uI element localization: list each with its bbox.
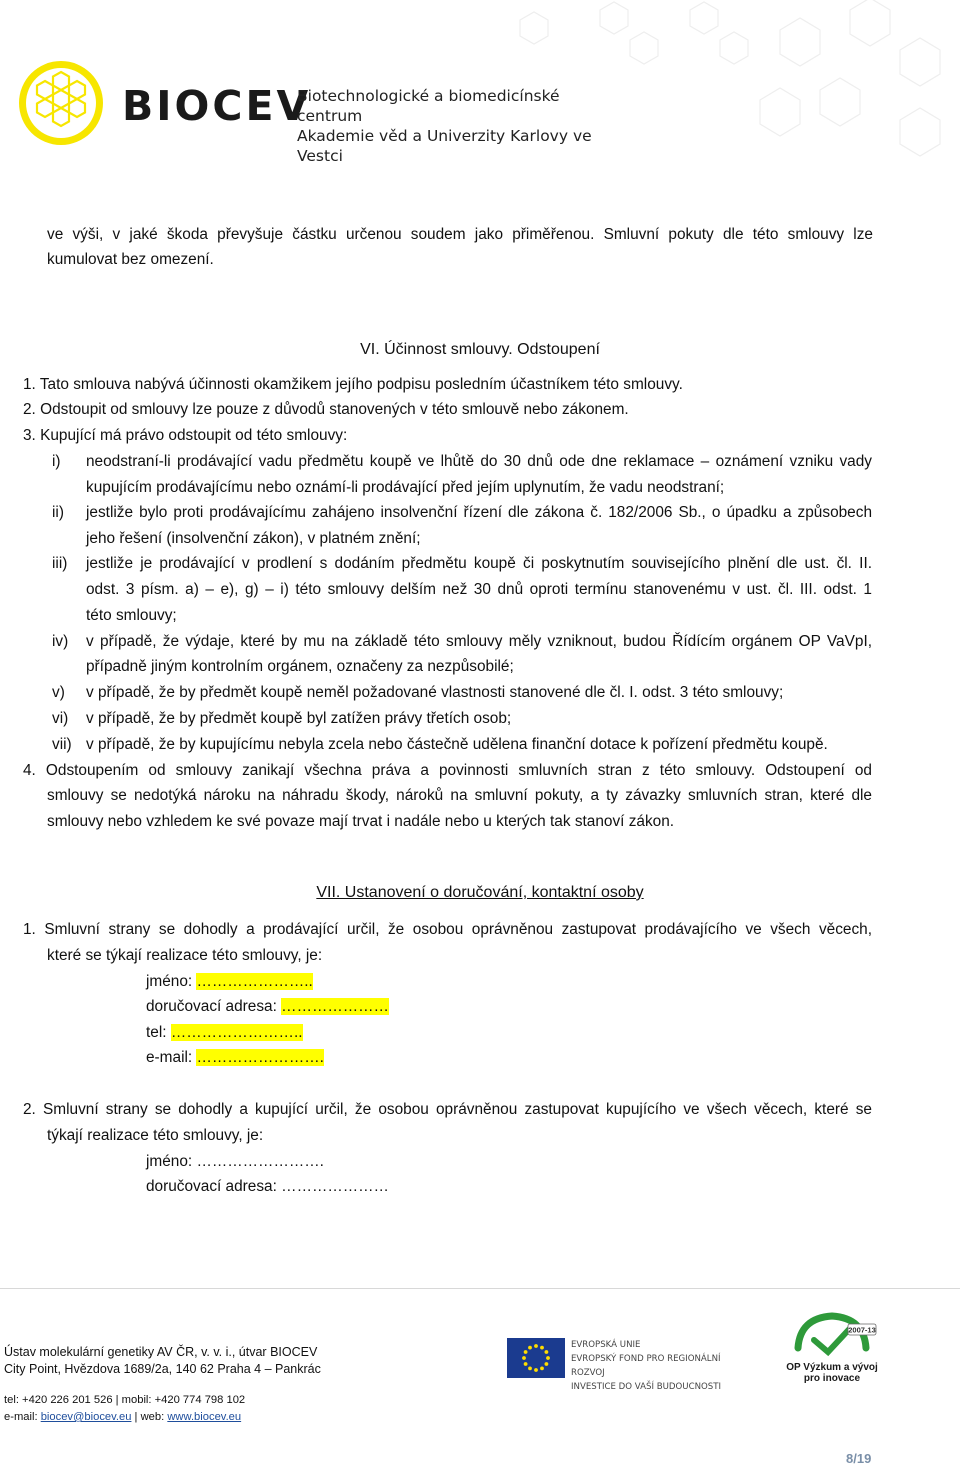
list-item-number: vii) <box>52 736 72 753</box>
seller-address-value: ………………… <box>281 998 389 1015</box>
seller-name-row <box>146 972 313 992</box>
list-item-text: v případě, že výdaje, které by mu na základě této smlouvy měly vzniknout, budou Řídícím orgánem OP VaVpI, <box>86 633 872 650</box>
buyer-address-label: doručovací adresa: <box>146 1178 282 1195</box>
footer-address <box>4 1344 321 1378</box>
seller-tel-row <box>146 1023 303 1043</box>
footer-phone-line: tel: +420 226 201 526 | mobil: +420 774 798 102 <box>4 1394 246 1406</box>
s7-paragraph-2-line-2: týkají realizace této smlouvy, je: <box>47 1127 264 1144</box>
separator: | <box>131 1411 141 1423</box>
eu-flag-icon <box>507 1338 565 1378</box>
op-vavpi-logo <box>784 1310 880 1390</box>
s7-paragraph-1-line-2: které se týkají realizace této smlouvy, je: <box>47 947 323 964</box>
buyer-name-value: ……………………. <box>196 1153 324 1170</box>
section-7-title-text: VII. Ustanovení o doručování, kontaktní osoby <box>316 884 644 901</box>
seller-tel-value: …………………….. <box>170 1024 303 1041</box>
s6-paragraph-4-line-2: smlouvy se nedotýká nároku na náhradu škody, nároků na smluvní pokuty, a ty závazky smluvních stran, které dle <box>47 787 872 804</box>
seller-address-row <box>146 997 389 1017</box>
intro-line-2: kumulovat bez omezení. <box>47 251 214 268</box>
eu-line-1: EVROPSKÁ UNIE <box>571 1340 641 1350</box>
brand-name: BIOCEV <box>122 82 312 130</box>
list-item-text: v případě, že by předmět koupě byl zatížen právy třetích osob; <box>86 710 512 727</box>
web-label: web: <box>140 1411 168 1423</box>
buyer-address-value: ………………… <box>281 1178 389 1195</box>
buyer-name-row <box>146 1152 324 1172</box>
buyer-name-label: jméno: <box>146 1153 197 1170</box>
footer-address-line-2: City Point, Hvězdova 1689/2a, 140 62 Praha 4 – Pankrác <box>4 1362 321 1376</box>
intro-line-1: ve výši, v jaké škoda převyšuje částku určenou soudem jako přiměřenou. Smluvní pokuty dle této smlouvy lze <box>47 226 873 243</box>
eu-line-3: INVESTICE DO VAŠÍ BUDOUCNOSTI <box>571 1382 722 1392</box>
list-item-text: odst. 3 písm. a) – e), g) – i) této smlouvy delším než 30 dnů oproti termínu stanovenému v ust. čl. III. odst. 1 <box>86 581 872 598</box>
email-link[interactable]: biocev@biocev.eu <box>40 1411 132 1423</box>
eu-line-2: EVROPSKÝ FOND PRO REGIONÁLNÍ ROZVOJ <box>571 1354 721 1378</box>
eu-logo <box>507 1338 729 1392</box>
footer-divider <box>0 1288 960 1289</box>
list-item-number: vi) <box>52 710 69 727</box>
s6-paragraph-1: 1. Tato smlouva nabývá účinnosti okamžikem jejího podpisu posledním účastníkem této smlouvy. <box>23 376 683 393</box>
op-text <box>784 1362 880 1384</box>
op-line-1: OP Výzkum a vývoj <box>786 1362 878 1373</box>
email-label: e-mail: <box>4 1411 41 1423</box>
s7-paragraph-2-line-1: 2. Smluvní strany se dohodly a kupující určil, že osobou oprávněnou zastupovat kupujícího ve všech věcech, které se <box>23 1101 872 1118</box>
op-line-2: pro inovace <box>803 1373 861 1384</box>
letterhead <box>18 60 618 165</box>
buyer-address-row <box>146 1177 389 1197</box>
seller-email-row <box>146 1048 324 1068</box>
op-vavpi-mark-icon <box>784 1310 880 1362</box>
seller-tel-label: tel: <box>146 1024 171 1041</box>
s6-paragraph-2: 2. Odstoupit od smlouvy lze pouze z důvodů stanovených v této smlouvě nebo zákonem. <box>23 401 629 418</box>
s6-paragraph-4-line-3: smlouvy nebo vzhledem ke své povaze mají trvat i nadále nebo u kterých tak stanoví zákon. <box>47 813 675 830</box>
list-item-number: iv) <box>52 633 69 650</box>
list-item-number: i) <box>52 453 61 470</box>
seller-name-label: jméno: <box>146 973 197 990</box>
section-7-title <box>0 884 960 902</box>
page-footer <box>0 1290 960 1467</box>
section-6-title: VI. Účinnost smlouvy. Odstoupení <box>360 341 600 358</box>
list-item-text: jestliže je prodávající v prodlení s dodáním předmětu koupě či poskytnutím souvisejícího plnění dle ust. čl. II. <box>86 555 872 572</box>
list-item-text: této smlouvy; <box>86 607 177 624</box>
web-link[interactable]: www.biocev.eu <box>167 1411 242 1423</box>
list-item-text: jeho řešení (insolvenční zákon), v platném znění; <box>86 530 421 547</box>
list-item-text: neodstraní-li prodávající vadu předmětu koupě ve lhůtě do 30 dnů ode dne reklamace – oznámení vzniku vady <box>86 453 872 470</box>
tagline-line2: Akademie věd a Univerzity Karlovy ve Vestci <box>297 127 592 165</box>
list-item-number: iii) <box>52 555 68 572</box>
footer-web-line <box>4 1409 241 1425</box>
eu-text <box>571 1338 729 1394</box>
seller-address-label: doručovací adresa: <box>146 998 282 1015</box>
biocev-logo-icon <box>18 60 104 146</box>
list-item-number: v) <box>52 684 65 701</box>
s6-paragraph-4-line-1: 4. Odstoupením od smlouvy zanikají všechna práva a povinnosti smluvních stran z této smlouvy. Odstoupení od <box>23 762 872 779</box>
op-badge-text: 2007-13 <box>848 1325 876 1335</box>
list-item-text: v případě, že by předmět koupě neměl požadované vlastnosti stanovené dle čl. I. odst. 3 této smlouvy; <box>86 684 784 701</box>
footer-address-line-1: Ústav molekulární genetiky AV ČR, v. v. i., útvar BIOCEV <box>4 1345 318 1359</box>
page-number: 8/19 <box>846 1451 872 1466</box>
brand-tagline <box>297 86 618 166</box>
list-item-number: ii) <box>52 504 64 521</box>
seller-name-value: ………………….. <box>196 973 313 990</box>
seller-email-value: ……………………. <box>196 1049 324 1066</box>
list-item-text: v případě, že by kupujícímu nebyla zcela nebo částečně udělena finanční dotace k pořízení předmětu koupě. <box>86 736 828 753</box>
seller-email-label: e-mail: <box>146 1049 197 1066</box>
s6-paragraph-3: 3. Kupující má právo odstoupit od této smlouvy: <box>23 427 348 444</box>
s7-paragraph-1-line-1: 1. Smluvní strany se dohodly a prodávající určil, že osobou oprávněnou zastupovat prodávajícího ve všech věcech, <box>23 921 872 938</box>
tagline-line1: Biotechnologické a biomedicínské centrum <box>297 87 560 125</box>
list-item-text: jestliže bylo proti prodávajícímu zahájeno insolvenční řízení dle zákona č. 182/2006 Sb., o úpadku a způsobech <box>86 504 872 521</box>
list-item-text: případně jiným kontrolním orgánem, označeny za nezpůsobilé; <box>86 658 514 675</box>
list-item-text: kupujícím prodávajícímu nebo oznámí-li prodávající před jejím uplynutím, že vadu neodstraní; <box>86 479 725 496</box>
